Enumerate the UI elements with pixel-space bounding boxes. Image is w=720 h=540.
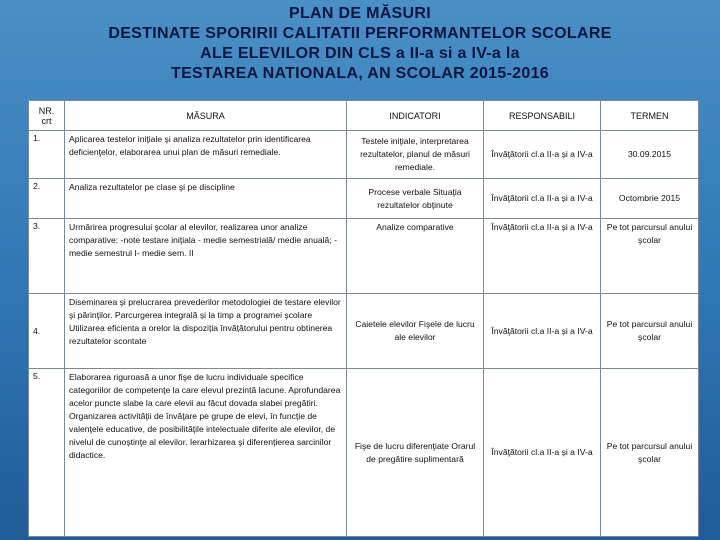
table-row <box>29 294 699 369</box>
cell-responsabili: Învăţătorii cl.a II-a și a IV-a <box>484 369 601 537</box>
cell-masura: Diseminarea şi prelucrarea prevederilor metodologiei de testare elevilor şi părinţilor. Parcurgerea integrală și la timp a programei şcolare Utilizarea eficienta a orelor la dispoziția învățătorului pentru obtinerea rezultatelor scontate <box>65 294 347 369</box>
cell-masura: Elaborarea riguroasă a unor fişe de lucru individuale specifice categoriilor de competenţe la care elevul prezintă lacune. Aprofundarea acelor puncte slabe la care elevii au făcut dovada slabei pregătiri. Organizarea activităţii de învăţare pe grupe de elevi, în funcţie de valenţele educative, de posibilităţile intelectuale diferite ale elevilor, de nivelul de cunoştinţe al elevilor. Ierarhizarea şi diferenţierea sarcinilor didactice. <box>65 369 347 537</box>
header-termen: TERMEN <box>601 101 699 131</box>
cell-nr: 1. <box>29 131 65 179</box>
table-row <box>29 179 699 219</box>
cell-indicatori: Caietele elevilor Fişele de lucru ale elevilor <box>347 294 484 369</box>
cell-indicatori: Testele iniţiale, interpretarea rezultatelor, planul de măsuri remediale. <box>347 131 484 179</box>
table-row <box>29 219 699 294</box>
cell-termen: Pe tot parcursul anului şcolar <box>601 294 699 369</box>
cell-masura: Analiza rezultatelor pe clase şi pe discipline <box>65 179 347 219</box>
cell-masura: Aplicarea testelor iniţiale şi analiza rezultatelor prin identificarea deficienţelor, elaborarea unui plan de măsuri remediale. <box>65 131 347 179</box>
cell-indicatori: Fişe de lucru diferenţiate Orarul de pregătire suplimentară <box>347 369 484 537</box>
title-line-2: DESTINATE SPORIRII CALITATII PERFORMANTELOR SCOLARE <box>108 25 612 42</box>
cell-responsabili: Învăţătorii cl.a II-a și a IV-a <box>484 219 601 294</box>
table-row <box>29 369 699 537</box>
cell-nr: 4. <box>29 294 65 369</box>
cell-termen: Pe tot parcursul anului şcolar <box>601 369 699 537</box>
cell-termen: 30.09.2015 <box>601 131 699 179</box>
cell-termen: Pe tot parcursul anului şcolar <box>601 219 699 294</box>
table-header-row <box>29 101 699 131</box>
header-nr: NR. crt <box>29 101 65 131</box>
page-title <box>0 4 720 84</box>
plan-table <box>28 100 699 537</box>
cell-masura: Urmărirea progresului şcolar al elevilor, realizarea unor analize comparative: -note testare iniţiala - medie semestrială/ medie anuală; -medie semestrul I- medie sem. II <box>65 219 347 294</box>
cell-responsabili: Învăţătorii cl.a II-a și a IV-a <box>484 179 601 219</box>
cell-responsabili: Învăţătorii cl.a II-a și a IV-a <box>484 131 601 179</box>
plan-table-container <box>28 100 698 536</box>
table-row <box>29 131 699 179</box>
cell-nr: 2. <box>29 179 65 219</box>
header-responsabili: RESPONSABILI <box>484 101 601 131</box>
header-masura: MĂSURA <box>65 101 347 131</box>
cell-indicatori: Procese verbale Situaţia rezultatelor obținute <box>347 179 484 219</box>
title-line-4: TESTAREA NATIONALA, AN SCOLAR 2015-2016 <box>171 65 549 82</box>
cell-nr: 3. <box>29 219 65 294</box>
cell-nr: 5. <box>29 369 65 537</box>
header-indicatori: INDICATORI <box>347 101 484 131</box>
cell-indicatori: Analize comparative <box>347 219 484 294</box>
cell-responsabili: Învăţătorii cl.a II-a și a IV-a <box>484 294 601 369</box>
title-line-3: ALE ELEVILOR DIN CLS a II-a si a IV-a la <box>200 45 520 62</box>
cell-termen: Octombrie 2015 <box>601 179 699 219</box>
title-line-1: PLAN DE MĂSURI <box>289 5 431 22</box>
